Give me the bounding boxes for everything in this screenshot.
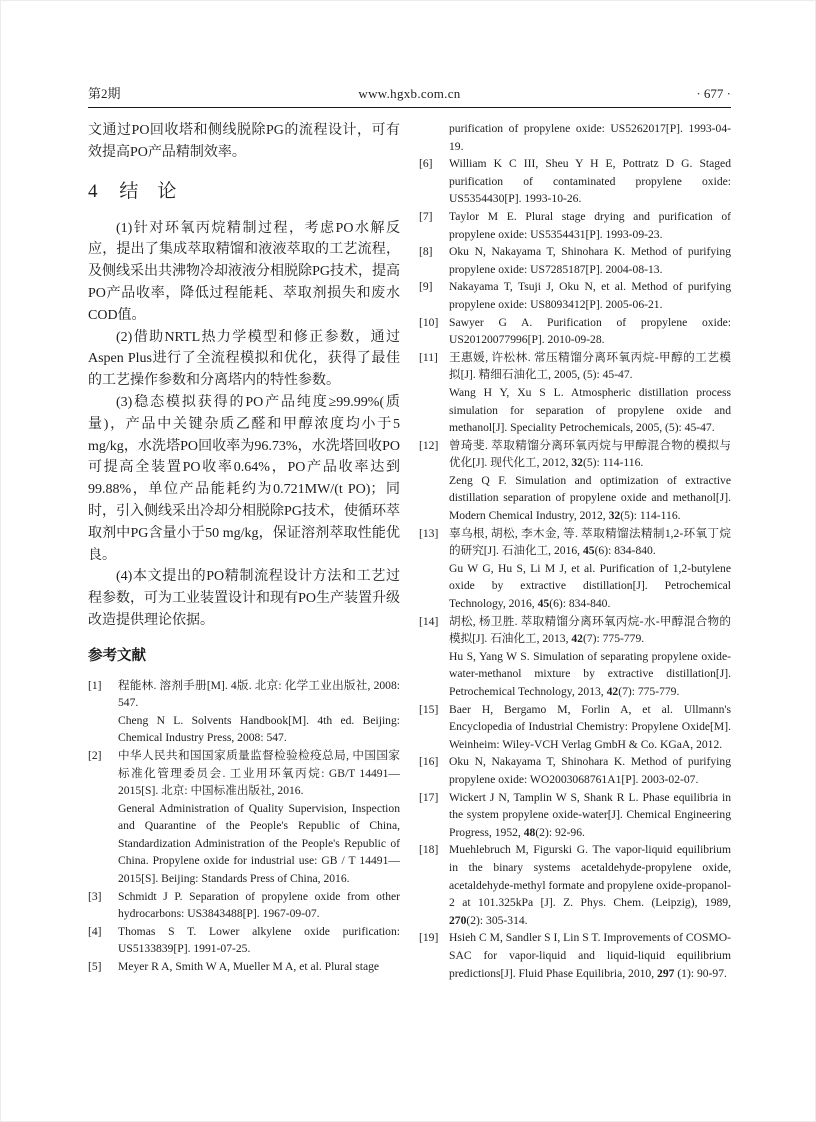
reference-item [419,613,731,701]
reference-text [449,278,731,313]
page-number: · 677 · [696,86,731,101]
reference-text-en: Wang H Y, Xu S L. Atmospheric distillation process simulation for separation of propylene oxide and methanol[J]. Speciality Petrochemicals, 2005, (5): 45-47. [449,385,731,435]
section-number: 4 [88,180,98,202]
reference-text-en: Hsieh C M, Sandler S I, Lin S T. Improvements of COSMO-SAC for vapor-liquid and liquid-liquid equilibrium predictions[J]. Fluid Phase Equilibria, 2010, 297 (1): 90-97. [449,931,731,980]
reference-text-en: Sawyer G A. Purification of propylene oxide: US20120077996[P]. 2010-09-28. [449,315,731,347]
reference-marker: [11] [419,350,438,364]
conclusion-paragraph: (4)本文提出的PO精制流程设计方法和工艺过程参数，可为工业装置设计和现有PO生产装置升级改造提供理论依据。 [88,569,400,628]
reference-text-en: Schmidt J P. Separation of propylene oxide from other hydrocarbons: US3843488[P]. 1967-09-07. [118,889,400,921]
reference-text-en: General Administration of Quality Supervision, Inspection and Quarantine of the People's Republic of China, Standardization Administration of the People's Republic of China. Propylene oxide for industrial use: GB / T 14491—2015[S]. Beijing: Standards Press of China, 2016. [118,801,400,886]
reference-marker: [18] [419,843,439,857]
reference-text [449,613,731,701]
reference-text-en: Zeng Q F. Simulation and optimization of extractive distillation separation of propylene oxide and methanol[J]. Modern Chemical Industry, 2012, 32(5): 114-116. [449,473,731,523]
reference-item [419,841,731,929]
reference-item [419,753,731,788]
reference-marker [419,120,449,155]
reference-item [419,243,731,278]
reference-marker: [8] [419,245,433,259]
reference-text-en: Taylor M E. Plural stage drying and purification of propylene oxide: US5354431[P]. 1993-09-23. [449,209,731,241]
reference-text [449,701,731,754]
reference-item [88,923,400,958]
reference-text-en: purification of propylene oxide: US5262017[P]. 1993-04-19. [449,122,731,153]
reference-text-en: Oku N, Nakayama T, Shinohara K. Method of purifying propylene oxide: WO2003068761A1[P]. 2003-02-07. [449,755,731,786]
reference-item [419,278,731,313]
reference-marker: [2] [88,748,102,762]
reference-item [88,677,400,747]
reference-marker: [4] [88,924,102,938]
reference-text [449,314,731,349]
conclusion-paragraphs [88,218,400,632]
reference-text-en: Gu W G, Hu S, Li M J, et al. Purification of 1,2-butylene oxide by extractive distillation[J]. Petrochemical Technology, 2016, 45(6): 834-840. [449,561,731,611]
reference-text [449,349,731,437]
reference-text [449,753,731,788]
reference-marker: [16] [419,755,439,769]
reference-text-zh: 程能林. 溶剂手册[M]. 4版. 北京: 化学工业出版社, 2008: 547. [118,678,400,710]
reference-item [419,789,731,842]
reference-marker: [3] [88,889,102,903]
reference-marker: [7] [419,209,433,223]
reference-item [419,437,731,525]
reference-text-en: Oku N, Nakayama T, Shinohara K. Method of purifying propylene oxide: US7285187[P]. 2004-08-13. [449,245,731,276]
references-heading: 参考文献 [88,647,146,664]
reference-text-en: Meyer R A, Smith W A, Mueller M A, et al. Plural stage [118,960,380,974]
column-right [419,120,731,982]
journal-url: www.hgxb.com.cn [358,86,461,101]
reference-marker: [10] [419,315,439,329]
reference-marker: [15] [419,702,439,716]
reference-text-en: Cheng N L. Solvents Handbook[M]. 4th ed. Beijing: Chemical Industry Press, 2008: 547. [118,713,400,745]
reference-text-zh: 曾琦斐. 萃取精馏分离环氧丙烷与甲醇混合物的模拟与优化[J]. 现代化工, 2012, 32(5): 114-116. [449,438,731,470]
reference-text-zh: 胡松, 杨卫胜. 萃取精馏分离环氧丙烷-水-甲醇混合物的模拟[J]. 石油化工, 2013, 42(7): 775-779. [449,614,731,646]
section-title: 结 论 [119,180,177,202]
reference-text [449,155,731,208]
reference-marker: [14] [419,614,439,628]
reference-text-en: Thomas S T. Lower alkylene oxide purification: US5133839[P]. 1991-07-25. [118,924,400,956]
reference-text-en: Hu S, Yang W S. Simulation of separating propylene oxide-water-methanol mixture by extractive distillation[J]. Petrochemical Technology, 2013, 42(7): 775-779. [449,649,731,698]
reference-text-zh: 王惠媛, 许松林. 常压精馏分离环氧丙烷-甲醇的工艺模拟[J]. 精细石油化工, 2005, (5): 45-47. [449,350,731,382]
reference-text [449,789,731,842]
reference-text [118,677,400,747]
reference-item [419,155,731,208]
reference-text-en: Baer H, Bergamo M, Forlin A, et al. Ullmann's Encyclopedia of Industrial Chemistry: Propylene Oxide[M]. Weinheim: Wiley-VCH Verlag GmbH & Co. KGaA, 2012. [449,702,731,751]
reference-marker: [13] [419,526,439,540]
running-head [88,86,731,108]
reference-text [118,747,400,888]
reference-marker: [12] [419,438,439,452]
conclusion-paragraph: (2)借助NRTL热力学模型和修正参数，通过Aspen Plus进行了全流程模拟和优化，获得了最佳的工艺操作参数和分离塔内的特性参数。 [88,329,400,389]
conclusion-paragraph: (3)稳态模拟获得的PO产品纯度≥99.99%(质量)，产品中关键杂质乙醛和甲醇浓度均小于5 mg/kg，水洗塔PO回收率为96.73%，水洗塔回收PO可提高全装置PO收率0.64%，PO产品收率达到99.88%，单位产品能耗约为0.721MW/(t PO)；同时，引入侧线采出冷却分相脱除PG技术，使循环萃取剂中PG含量小于50 mg/kg，保证溶剂萃取性能优良。 [88,394,400,563]
column-left [88,120,400,982]
conclusion-paragraph: (1)针对环氧丙烷精制过程，考虑PO水解反应，提出了集成萃取精馏和液液萃取的工艺流程，及侧线采出共沸物冷却液液分相脱除PG技术，提高PO产品收率，降低过程能耗、萃取剂损失和废水COD值。 [88,220,400,323]
reference-item [419,208,731,243]
reference-list-right [419,120,731,982]
reference-item [419,525,731,613]
reference-text-zh: 中华人民共和国国家质量监督检验检疫总局, 中国国家标准化管理委员会. 工业用环氧丙烷: GB/T 14491—2015[S]. 北京: 中国标准出版社, 2016. [118,748,400,798]
reference-text [449,437,731,525]
reference-marker: [5] [88,960,102,974]
reference-item [419,929,731,982]
reference-item [419,120,731,155]
reference-item [419,314,731,349]
reference-text-en: William K C III, Sheu Y H E, Pottratz D G. Staged purification of contaminated propylene oxide: US5354430[P]. 1993-10-26. [449,157,731,206]
reference-text [118,923,400,958]
reference-text [449,525,731,613]
section-heading [88,180,400,204]
reference-item [419,701,731,754]
reference-text [449,243,731,278]
reference-text [449,208,731,243]
reference-text-en: Muehlebruch M, Figurski G. The vapor-liquid equilibrium in the binary systems acetaldehyde-propylene oxide, acetaldehyde-methyl formate and propylene oxide-propanol-2 at 101.325kPa [J]. Z. Phys. Chem. (Leipzig), 1989, 270(2): 305-314. [449,843,731,927]
issue-label: 第2期 [88,86,121,101]
reference-item [88,958,400,976]
reference-text [449,929,731,982]
reference-item [88,888,400,923]
reference-text-en: Nakayama T, Tsuji J, Oku N, et al. Method of purifying propylene oxide: US8093412[P]. 2005-06-21. [449,280,731,311]
reference-marker: [17] [419,790,439,804]
reference-marker: [19] [419,931,439,945]
reference-marker: [1] [88,678,102,692]
reference-marker: [6] [419,157,433,171]
reference-list-left [88,677,400,976]
reference-text [118,888,400,923]
reference-text [449,120,731,155]
reference-text-en: Wickert J N, Tamplin W S, Shank R L. Phase equilibria in the system propylene oxide-water[J]. Chemical Engineering Progress, 1952, 48(2): 92-96. [449,790,731,839]
reference-item [419,349,731,437]
reference-text-zh: 辜乌根, 胡松, 李木金, 等. 萃取精馏法精制1,2-环氧丁烷的研究[J]. 石油化工, 2016, 45(6): 834-840. [449,526,731,558]
reference-text [118,958,400,976]
reference-text [449,841,731,929]
reference-item [88,747,400,888]
intro-paragraph: 文通过PO回收塔和侧线脱除PG的流程设计，可有效提高PO产品精制效率。 [88,123,400,160]
reference-marker: [9] [419,280,433,294]
